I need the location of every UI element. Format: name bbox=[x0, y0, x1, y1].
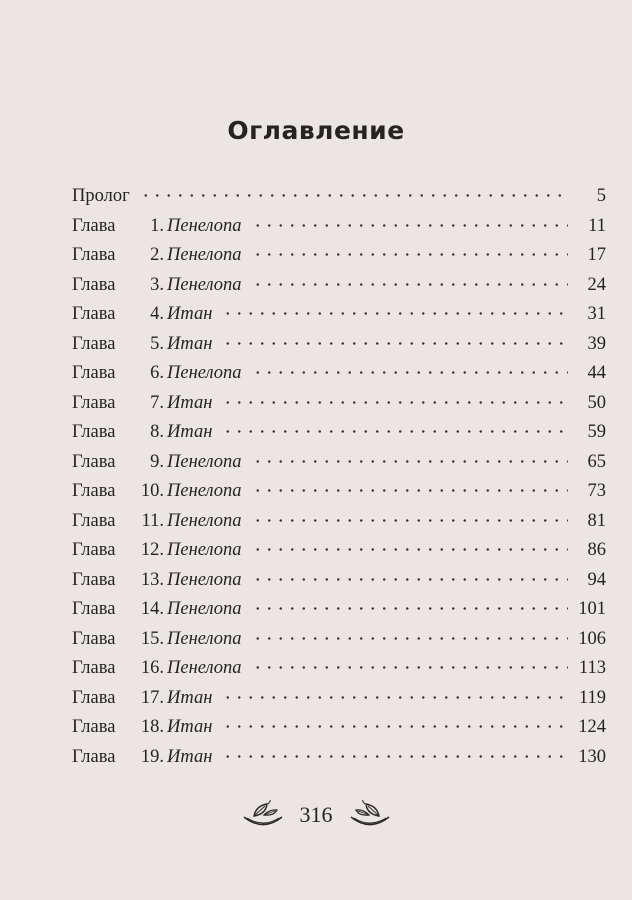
chapter-word: Глава bbox=[72, 687, 116, 708]
dot-leader bbox=[252, 283, 568, 286]
chapter-word: Глава bbox=[72, 304, 116, 324]
dot-leader bbox=[222, 312, 568, 315]
dot-leader bbox=[252, 253, 568, 256]
chapter-name: Пенелопа bbox=[167, 569, 242, 590]
toc-row-chapter[interactable] bbox=[72, 684, 606, 714]
chapter-name: Итан bbox=[167, 717, 213, 737]
toc-row-prologue[interactable] bbox=[72, 182, 606, 212]
chapter-name: Итан bbox=[167, 746, 213, 767]
chapter-name: Пенелопа bbox=[167, 599, 242, 619]
toc-page-number: 44 bbox=[587, 363, 606, 383]
toc-row-chapter[interactable] bbox=[72, 300, 606, 330]
chapter-word: Глава bbox=[72, 333, 116, 354]
toc-row-chapter[interactable] bbox=[72, 271, 606, 301]
toc-page-number: 113 bbox=[578, 658, 606, 678]
chapter-word: Глава bbox=[72, 274, 116, 295]
toc-page-number: 5 bbox=[596, 186, 606, 206]
toc-page-number: 65 bbox=[587, 451, 606, 472]
toc-row-chapter[interactable] bbox=[72, 654, 606, 684]
dot-leader bbox=[140, 194, 568, 197]
dot-leader bbox=[222, 725, 568, 728]
chapter-name: Итан bbox=[167, 333, 213, 354]
chapter-word: Глава bbox=[72, 422, 116, 442]
toc-page-number: 94 bbox=[587, 569, 606, 590]
toc-row-chapter[interactable] bbox=[72, 713, 606, 743]
chapter-number: 1. bbox=[150, 215, 164, 236]
toc-page-number: 17 bbox=[587, 245, 606, 265]
toc-row-chapter[interactable] bbox=[72, 477, 606, 507]
toc-row-chapter[interactable] bbox=[72, 212, 606, 242]
chapter-name: Итан bbox=[167, 687, 213, 708]
chapter-number: 7. bbox=[150, 392, 164, 413]
dot-leader bbox=[252, 519, 568, 522]
toc-page-number: 81 bbox=[587, 510, 606, 531]
table-of-contents bbox=[72, 182, 606, 772]
dot-leader bbox=[222, 430, 568, 433]
toc-page-number: 73 bbox=[587, 481, 606, 501]
chapter-name: Итан bbox=[167, 304, 213, 324]
chapter-word: Глава bbox=[72, 215, 116, 236]
chapter-name: Итан bbox=[167, 422, 213, 442]
toc-row-chapter[interactable] bbox=[72, 241, 606, 271]
dot-leader bbox=[222, 755, 568, 758]
chapter-number: 17. bbox=[140, 687, 164, 708]
chapter-word: Глава bbox=[72, 746, 116, 767]
page-footer bbox=[0, 800, 632, 830]
chapter-name: Пенелопа bbox=[167, 363, 242, 383]
dot-leader bbox=[252, 460, 568, 463]
toc-page-number: 50 bbox=[587, 392, 606, 413]
toc-row-chapter[interactable] bbox=[72, 418, 606, 448]
chapter-word: Глава bbox=[72, 481, 116, 501]
chapter-name: Пенелопа bbox=[167, 540, 242, 560]
dot-leader bbox=[252, 607, 568, 610]
chapter-name: Пенелопа bbox=[167, 274, 242, 295]
chapter-name: Итан bbox=[167, 392, 213, 413]
chapter-number: 4. bbox=[150, 304, 164, 324]
dot-leader bbox=[252, 666, 568, 669]
page-number: 316 bbox=[299, 802, 333, 827]
toc-page-number: 124 bbox=[578, 717, 606, 737]
toc-page-number: 59 bbox=[587, 422, 606, 442]
toc-row-chapter[interactable] bbox=[72, 448, 606, 478]
toc-page-number: 11 bbox=[588, 215, 606, 236]
toc-page-number: 24 bbox=[587, 274, 606, 295]
chapter-number: 15. bbox=[140, 628, 164, 649]
chapter-word: Глава bbox=[72, 628, 116, 649]
toc-row-chapter[interactable] bbox=[72, 507, 606, 537]
toc-page-number: 39 bbox=[587, 333, 606, 354]
chapter-number: 8. bbox=[150, 422, 164, 442]
chapter-word: Глава bbox=[72, 510, 116, 531]
toc-row-chapter[interactable] bbox=[72, 625, 606, 655]
toc-row-chapter[interactable] bbox=[72, 359, 606, 389]
chapter-name: Пенелопа bbox=[167, 245, 242, 265]
chapter-number: 19. bbox=[140, 746, 164, 767]
dot-leader bbox=[222, 696, 568, 699]
chapter-name: Пенелопа bbox=[167, 481, 242, 501]
chapter-word: Глава bbox=[72, 245, 116, 265]
dot-leader bbox=[222, 342, 568, 345]
dot-leader bbox=[252, 371, 568, 374]
dot-leader bbox=[252, 637, 568, 640]
page-title: Оглавление bbox=[227, 116, 405, 145]
dot-leader bbox=[252, 548, 568, 551]
toc-row-chapter[interactable] bbox=[72, 743, 606, 773]
chapter-number: 14. bbox=[140, 599, 164, 619]
toc-page-number: 106 bbox=[578, 628, 606, 649]
chapter-number: 13. bbox=[140, 569, 164, 590]
dot-leader bbox=[222, 401, 568, 404]
chapter-word: Глава bbox=[72, 599, 116, 619]
toc-row-chapter[interactable] bbox=[72, 389, 606, 419]
chapter-word: Глава bbox=[72, 451, 116, 472]
dot-leader bbox=[252, 224, 568, 227]
chapter-word: Глава bbox=[72, 363, 116, 383]
chapter-number: 18. bbox=[140, 717, 164, 737]
chapter-word: Глава bbox=[72, 392, 116, 413]
chapter-number: 12. bbox=[140, 540, 164, 560]
dot-leader bbox=[252, 578, 568, 581]
toc-page-number: 130 bbox=[578, 746, 606, 767]
chapter-number: 9. bbox=[150, 451, 164, 472]
toc-row-chapter[interactable] bbox=[72, 595, 606, 625]
chapter-number: 6. bbox=[150, 363, 164, 383]
toc-page-number: 101 bbox=[578, 599, 606, 619]
chapter-word: Глава bbox=[72, 658, 116, 678]
chapter-number: 3. bbox=[150, 274, 164, 295]
chapter-name: Пенелопа bbox=[167, 628, 242, 649]
toc-page-number: 119 bbox=[578, 687, 606, 708]
dot-leader bbox=[252, 489, 568, 492]
chapter-number: 11. bbox=[141, 510, 164, 531]
chapter-name: Пенелопа bbox=[167, 215, 242, 236]
toc-row-chapter[interactable] bbox=[72, 330, 606, 360]
leaf-bowl-icon bbox=[240, 800, 286, 830]
chapter-number: 2. bbox=[150, 245, 164, 265]
chapter-number: 10. bbox=[140, 481, 164, 501]
chapter-number: 5. bbox=[150, 333, 164, 354]
toc-row-chapter[interactable] bbox=[72, 536, 606, 566]
chapter-word: Глава bbox=[72, 540, 116, 560]
toc-page-number: 86 bbox=[587, 540, 606, 560]
chapter-name: Пенелопа bbox=[167, 658, 242, 678]
leaf-bowl-icon bbox=[347, 800, 393, 830]
chapter-word: Глава bbox=[72, 717, 116, 737]
toc-row-chapter[interactable] bbox=[72, 566, 606, 596]
chapter-word: Глава bbox=[72, 569, 116, 590]
chapter-number: 16. bbox=[140, 658, 164, 678]
chapter-name: Пенелопа bbox=[167, 510, 242, 531]
toc-entry-label: Пролог bbox=[72, 186, 130, 206]
toc-page-number: 31 bbox=[587, 304, 606, 324]
chapter-name: Пенелопа bbox=[167, 451, 242, 472]
